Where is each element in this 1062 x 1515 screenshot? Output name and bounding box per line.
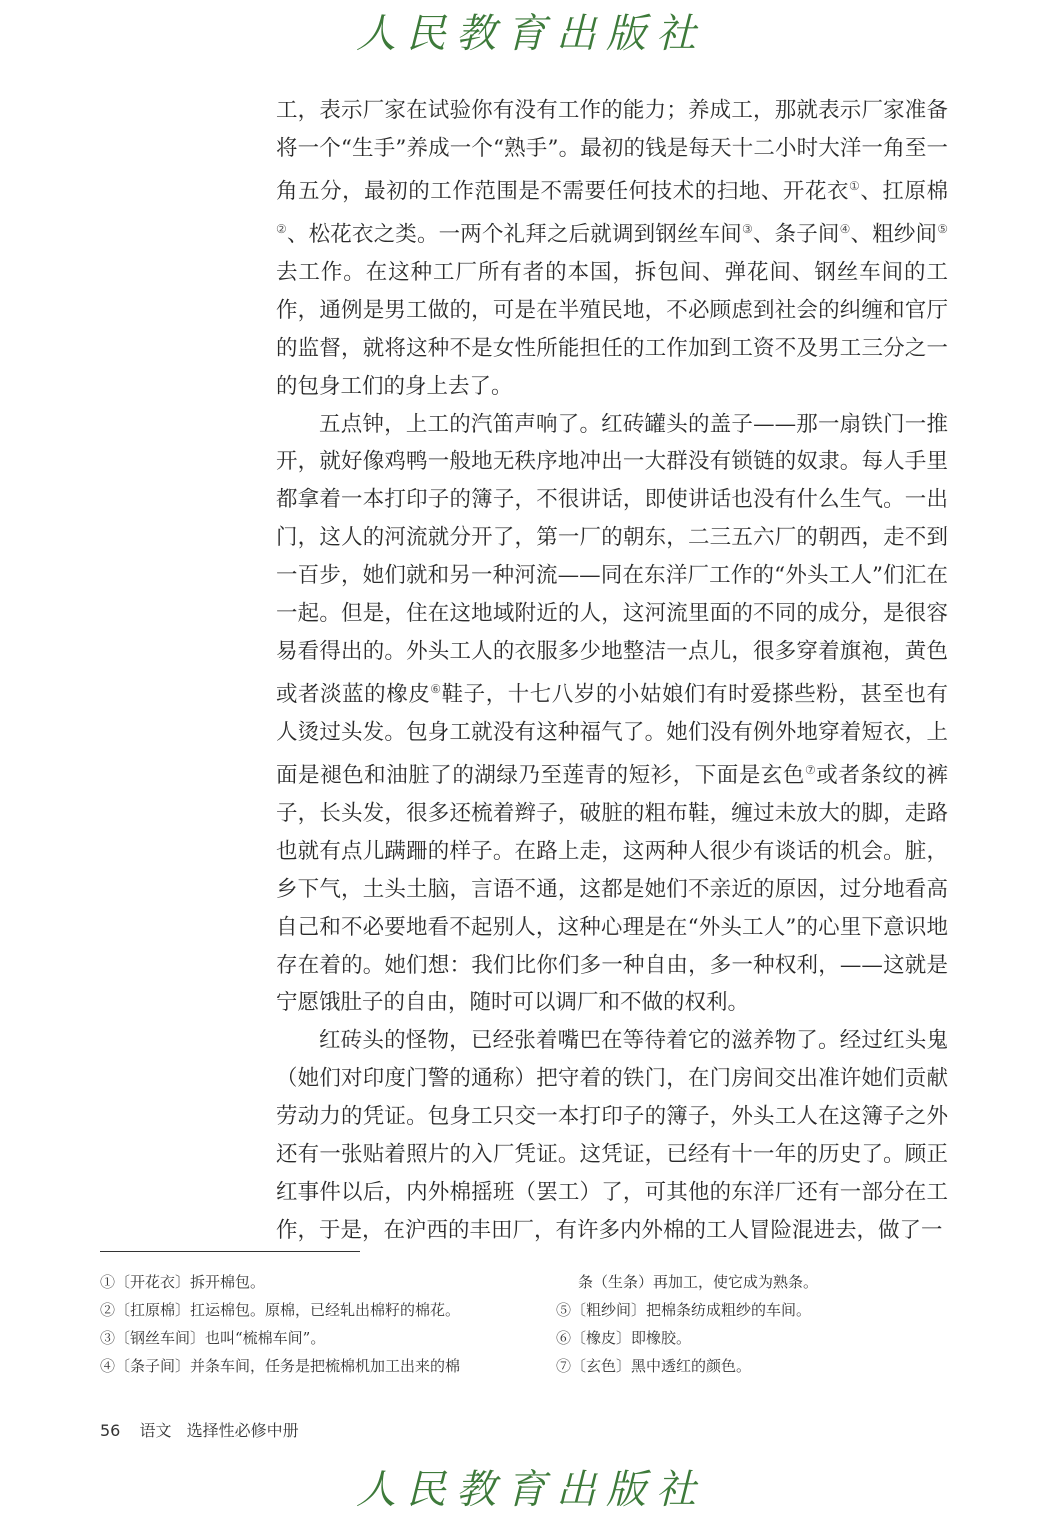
footnote-entry: ④〔条子间〕并条车间，任务是把梳棉机加工出来的棉: [100, 1357, 461, 1375]
footnote-marker: ②: [276, 221, 287, 236]
footnote-entry: 条（生条）再加工，使它成为熟条。: [578, 1273, 819, 1291]
paragraph: [276, 1022, 948, 1249]
publisher-watermark-bottom: 人民教育出版社: [356, 1467, 706, 1513]
footnote-marker: ①: [849, 178, 861, 193]
footnote-marker: ⑤: [937, 221, 948, 236]
paragraph-text: 五点钟，上工的汽笛声响了。红砖罐头的盖子——那一扇铁门一推开，就好像鸡鸭一般地无秩序地冲出一大群没有锁链的奴隶。每人手里都拿着一本打印子的簿子，不很讲话，即使讲话也没有什么生气。一出门，这人的河流就分开了，第一厂的朝东，二三五六厂的朝西，走不到一百步，她们就和另一种河流——同在东洋厂工作的“外头工人”们汇在一起。但是，住在这地域附近的人，这河流里面的不同的成分，是很容易看得出的。外头工人的衣服多少地整洁一点儿，很多穿着旗袍，黄色或者淡蓝的橡皮: [276, 411, 948, 708]
page-number: 56: [100, 1421, 121, 1440]
paragraph-text: 、粗纱间: [850, 222, 938, 248]
paragraph-text: 工，表示厂家在试验你有没有工作的能力；养成工，那就表示厂家准备将一个“生手”养成一个“熟手”。最初的钱是每天十二小时大洋一角至一角五分，最初的工作范围是不需要任何技术的扫地、开花衣: [276, 98, 948, 204]
footnotes-right-column: [556, 1268, 956, 1380]
paragraph: [276, 406, 948, 1023]
footnote-entry: ⑦〔玄色〕黑中透红的颜色。: [556, 1357, 752, 1375]
footnote-marker: ⑥: [430, 681, 442, 696]
paragraph-text: 鞋子，十七八岁的小姑娘们有时爱搽些粉，甚至也有人烫过头发。包身工就没有这种福气了。她们没有例外地穿着短衣，上面是褪色和油脏了的湖绿乃至莲青的短衫，下面是玄色: [276, 682, 948, 789]
footnote-entry: ①〔开花衣〕拆开棉包。: [100, 1273, 266, 1291]
footnote-marker: ④: [839, 221, 851, 236]
footnote-marker: ③: [741, 221, 753, 236]
footnote-entry: ②〔扛原棉〕扛运棉包。原棉，已经轧出棉籽的棉花。: [100, 1301, 461, 1319]
paragraph: [276, 92, 948, 406]
footnotes-left-column: [100, 1268, 520, 1380]
paragraph-text: 、条子间: [752, 222, 840, 248]
publisher-watermark-top: 人民教育出版社: [356, 11, 706, 57]
paragraph-text: 红砖头的怪物，已经张着嘴巴在等待着它的滋养物了。经过红头鬼（她们对印度门警的通称）把守着的铁门，在门房间交出准许她们贡献劳动力的凭证。包身工只交一本打印子的簿子，外头工人在这簿子之外还有一张贴着照片的入厂凭证。这凭证，已经有十一年的历史了。顾正红事件以后，内外棉摇班（罢工）了，可其他的东洋厂还有一部分在工作，于是，在沪西的丰田厂，有许多内外棉的工人冒险混进去，做了一: [276, 1028, 948, 1243]
paragraph-text: 去工作。在这种工厂所有者的本国，拆包间、弹花间、钢丝车间的工作，通例是男工做的，可是在半殖民地，不必顾虑到社会的纠缠和官厅的监督，就将这种不是女性所能担任的工作加到工资不及男工三分之一的包身工们的身上去了。: [276, 259, 948, 399]
footnote-marker: ⑦: [804, 762, 817, 777]
paragraph-text: 或者条纹的裤子，长头发，很多还梳着辫子，破脏的粗布鞋，缠过未放大的脚，走路也就有点儿蹒跚的样子。在路上走，这两种人很少有谈话的机会。脏，乡下气，土头土脑，言语不通，这都是她们不亲近的原因，过分地看高自己和不必要地看不起别人，这种心理是在“外头工人”的心里下意识地存在着的。她们想：我们比你们多一种自由，多一种权利，——这就是宁愿饿肚子的自由，随时可以调厂和不做的权利。: [276, 763, 948, 1016]
paragraph-text: 、松花衣之类。一两个礼拜之后就调到钢丝车间: [286, 222, 742, 248]
footnote-entry: ③〔钢丝车间〕也叫“梳棉车间”。: [100, 1329, 326, 1347]
main-text: [276, 92, 948, 1250]
footnote-entry: ⑤〔粗纱间〕把棉条纺成粗纱的车间。: [556, 1301, 812, 1319]
page-footer: [100, 1418, 299, 1441]
footnote-entry: ⑥〔橡皮〕即橡胶。: [556, 1329, 692, 1347]
footnote-divider: [100, 1251, 360, 1252]
footer-subject: 语文: [139, 1421, 172, 1440]
paragraph-text: 、扛原棉: [860, 178, 948, 204]
footer-book-title: 选择性必修中册: [186, 1421, 299, 1440]
